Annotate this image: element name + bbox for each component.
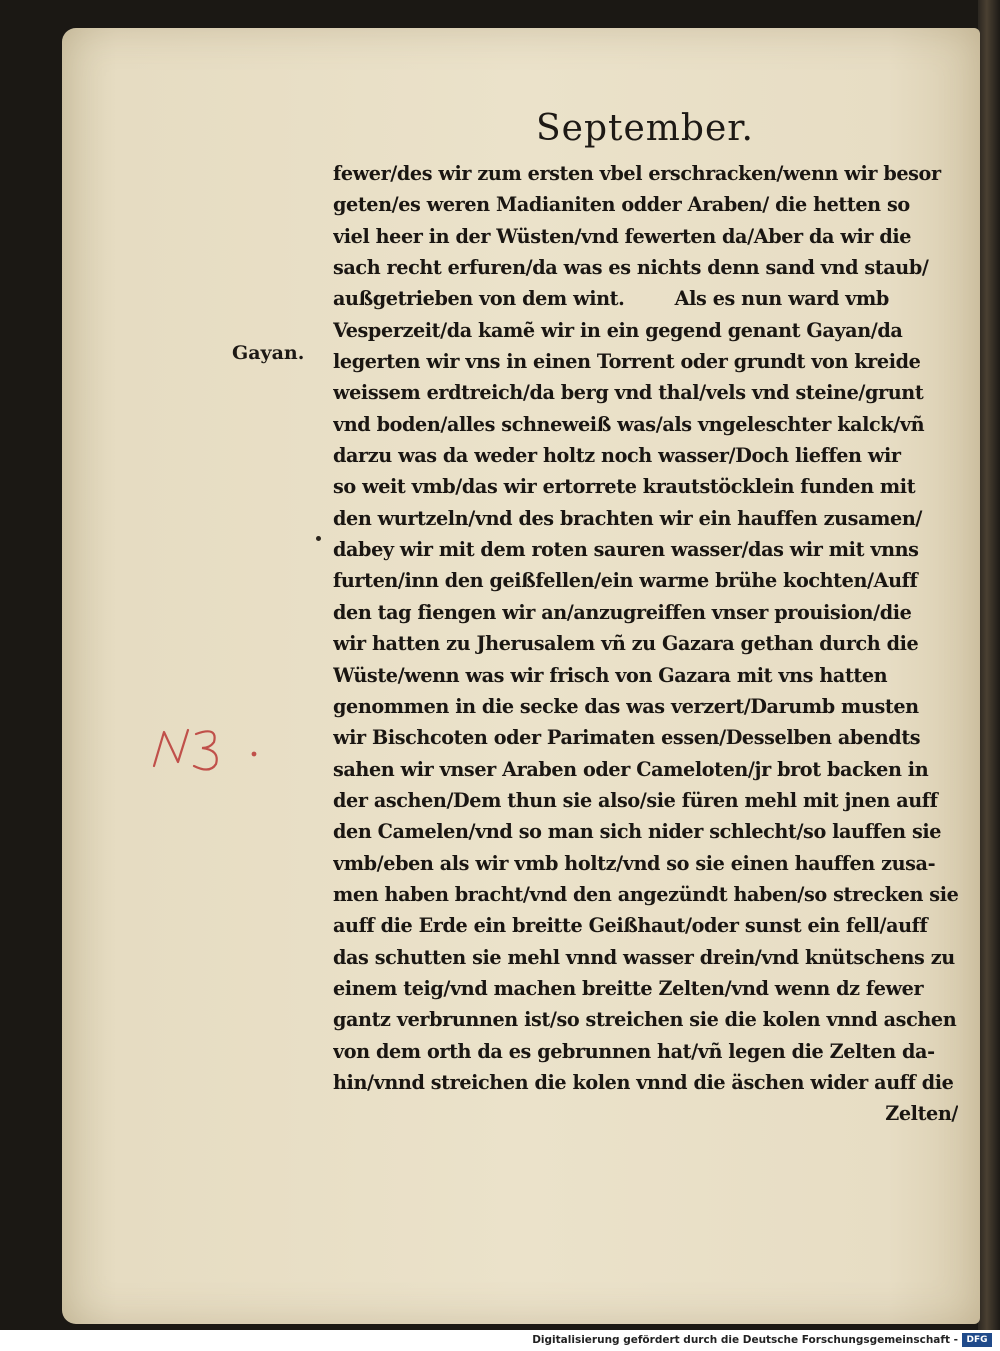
- text-line: weissem erdtreich/da berg vnd thal/vels vnd steine/grunt: [333, 381, 924, 405]
- text-line: den Camelen/vnd so man sich nider schlecht/so lauffen sie: [333, 820, 942, 844]
- text-line: von dem orth da es gebrunnen hat/vñ legen die Zelten da-: [333, 1039, 935, 1063]
- manuscript-annotation-mark: [148, 718, 258, 778]
- book-edge: [978, 0, 1000, 1330]
- text-line: darzu was da weder holtz noch wasser/Doch lieffen wir: [333, 444, 901, 468]
- text-line: wir hatten zu Jherusalem vñ zu Gazara gethan durch die: [333, 632, 919, 656]
- text-line: der aschen/Dem thun sie also/sie füren mehl mit jnen auff: [333, 788, 938, 812]
- footer-bar: [0, 1330, 1000, 1351]
- stray-ink-dot: [316, 536, 321, 541]
- margin-note: Gayan.: [232, 342, 305, 364]
- page-header: September.: [536, 108, 754, 149]
- text-line: vmb/eben als wir vmb holtz/vnd so sie einen hauffen zusa-: [333, 851, 936, 875]
- text-line: außgetrieben von dem wint. Als es nun ward vmb: [333, 287, 889, 311]
- text-line: hin/vnnd streichen die kolen vnnd die äschen wider auff die: [333, 1070, 954, 1094]
- text-line: sahen wir vnser Araben oder Cameloten/jr brot backen in: [333, 757, 929, 781]
- text-line: men haben bracht/vnd den angezündt haben/so strecken sie: [333, 882, 958, 906]
- text-line: furten/inn den geißfellen/ein warme brühe kochten/Auff: [333, 569, 918, 593]
- text-line: auff die Erde ein breitte Geißhaut/oder sunst ein fell/auff: [333, 914, 928, 938]
- text-line: viel heer in der Wüsten/vnd fewerten da/Aber da wir die: [333, 224, 912, 248]
- text-line: einem teig/vnd machen breitte Zelten/vnd wenn dz fewer: [333, 976, 924, 1000]
- text-line: legerten wir vns in einen Torrent oder grundt von kreide: [333, 350, 921, 374]
- text-line: gantz verbrunnen ist/so streichen sie die kolen vnnd aschen: [333, 1008, 957, 1032]
- text-line: so weit vmb/das wir ertorrete krautstöcklein funden mit: [333, 475, 916, 499]
- text-line: das schutten sie mehl vnnd wasser drein/vnd knütschens zu: [333, 945, 955, 969]
- text-line: sach recht erfuren/da was es nichts denn sand vnd staub/: [333, 256, 929, 280]
- text-line: Wüste/wenn was wir frisch von Gazara mit vns hatten: [333, 663, 888, 687]
- dfg-logo: DFG: [962, 1333, 992, 1347]
- text-line: vnd boden/alles schneweiß was/als vngeleschter kalck/vñ: [333, 412, 925, 436]
- text-line: genommen in die secke das was verzert/Darumb musten: [333, 694, 919, 718]
- text-line: den wurtzeln/vnd des brachten wir ein hauffen zusamen/: [333, 506, 922, 530]
- text-line: wir Bischcoten oder Parimaten essen/Desselben abendts: [333, 726, 921, 750]
- text-line: fewer/des wir zum ersten vbel erschracken/wenn wir besor: [333, 162, 941, 185]
- text-line: geten/es weren Madianiten odder Araben/ die hetten so: [333, 193, 910, 217]
- text-line: den tag fiengen wir an/anzugreiffen vnser prouision/die: [333, 600, 912, 624]
- body-text: [333, 158, 958, 1130]
- footer-credit: Digitalisierung gefördert durch die Deutsche Forschungsgemeinschaft -: [532, 1334, 958, 1346]
- text-line: dabey wir mit dem roten sauren wasser/das wir mit vnns: [333, 538, 919, 562]
- catchword: Zelten/: [885, 1102, 958, 1126]
- text-line: Vesperzeit/da kamẽ wir in ein gegend genant Gayan/da: [333, 318, 903, 342]
